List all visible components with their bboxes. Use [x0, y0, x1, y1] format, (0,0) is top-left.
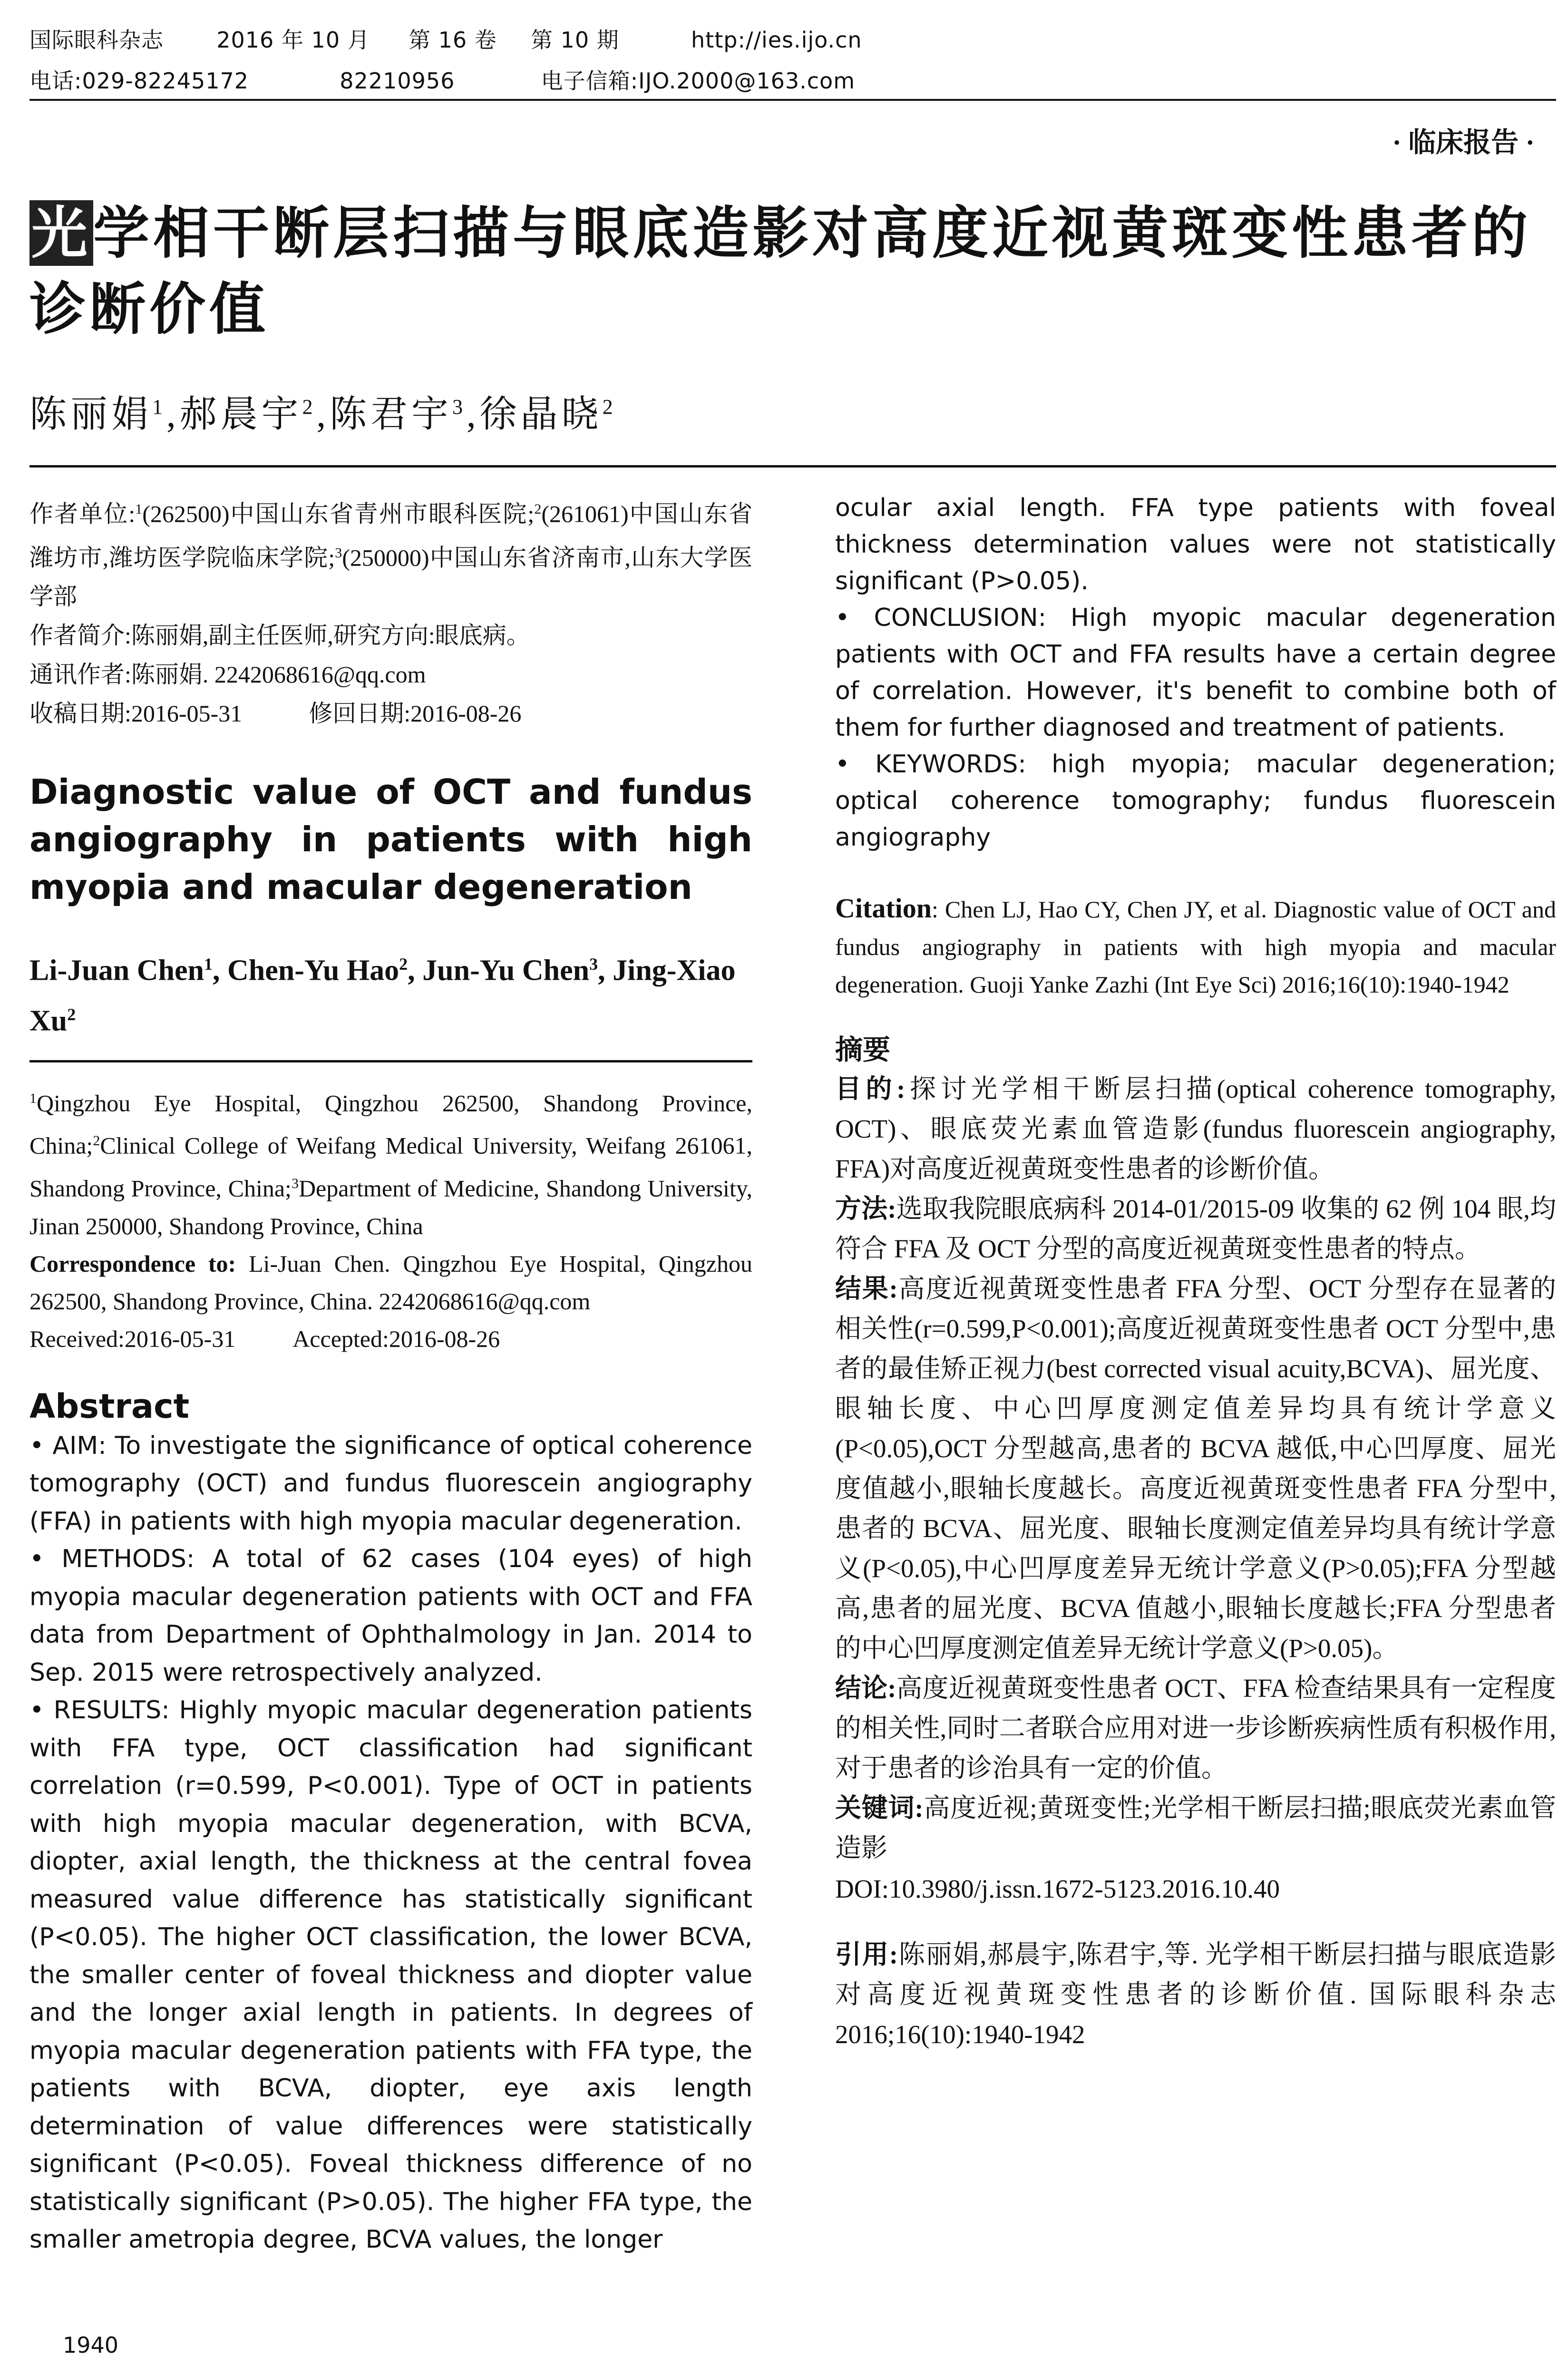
section-tag: · 临床报告 ·	[1392, 127, 1535, 158]
aim-cn: 探讨光学相干断层扫描(optical coherence tomography, OCT)、眼底荧光素血管造影(fundus fluorescein angiography, FFA)对高度近视黄斑变性患者的诊断价值。	[835, 1074, 1556, 1183]
author-intro: 作者简介:陈丽娟,副主任医师,研究方向:眼底病。	[29, 622, 530, 649]
keywords-cn: 高度近视;黄斑变性;光学相干断层扫描;眼底荧光素血管造影	[835, 1793, 1556, 1862]
abstract-methods: • METHODS: A total of 62 cases (104 eyes) of high myopia macular degeneration patients with OCT and FFA data from Department of Ophthalmology in Jan. 2014 to Sep. 2015 were retrospectively analyzed.	[29, 1545, 752, 1687]
abstract-conclusion: • CONCLUSION: High myopic macular degeneration patients with OCT and FFA results have a certain degree of correlation. However, it's benefit to combine both of them for further diagnosed and treatment of patients.	[835, 604, 1556, 742]
right-column	[835, 490, 1556, 2055]
author-en: Li-Juan Chen	[29, 954, 204, 987]
author-en: Jing-Xiao Xu	[29, 954, 736, 1037]
abstract-results-cont: ocular axial length. FFA type patients with foveal thickness determination values were not statistically significant (P>0.05).	[835, 494, 1556, 595]
abstract-results: • RESULTS: Highly myopic macular degeneration patients with FFA type, OCT classification had significant correlation (r=0.599, P<0.001). Type of OCT in patients with high myopia macular degeneration, with BCVA, diopter, axial length, the thickness at the central fovea measured value difference has statistically significant (P<0.05). The higher OCT classification, the lower BCVA, the smaller center of foveal thickness and diopter value and the longer axial length in patients. In degrees of myopia macular degeneration patients with FFA type, the patients with BCVA, diopter, eye axis length determination of value differences were statistically significant (P<0.05). Foveal thickness difference of no statistically significant (P>0.05). The higher FFA type, the smaller ametropia degree, BCVA values, the longer	[29, 1696, 752, 2254]
citation-cn	[835, 1935, 1556, 2055]
author-cn: 陈丽娟	[29, 393, 153, 435]
volume: 第 16 卷	[408, 27, 497, 53]
methods-label-cn: 方法:	[835, 1194, 896, 1223]
aim-label-cn: 目的:	[835, 1074, 906, 1103]
journal-url[interactable]: http://ies.ijo.cn	[691, 27, 862, 53]
affiliation-cn: 作者单位:$^1$(262500)中国山东省青州市眼科医院;$^2$(261061)中国山东省潍坊市,潍坊医学院临床学院;$^3$(250000)中国山东省济南市,山东大学医学部 作者简介:陈丽娟,副主任医师,研究方向:眼底病。 通讯作者:陈丽娟. 2242068616@qq.com 收稿日期:2016-05-31 修回日期:2016-08-26	[29, 500, 752, 727]
aff-en-3: Department of Medicine, Shandong University, Jinan 250000, Shandong Province, China	[29, 1175, 752, 1239]
phone: 电话:029-82245172	[29, 68, 249, 94]
affiliation-en: $^1$Qingzhou Eye Hospital, Qingzhou 262500, Shandong Province, China;$^2$Clinical College of Weifang Medical University, Weifang 261061, Shandong Province, China;$^3$Department of Medicine, Shandong University, Jinan 250000, Shandong Province, China Correspondence to: Li-Juan Chen. Qingzhou Eye Hospital, Qingzhou 262500, Shandong Province, China. 2242068616@qq.com Received:2016-05-31 Accepted:2016-08-26	[29, 1090, 752, 1352]
citation-text: : Chen LJ, Hao CY, Chen JY, et al. Diagnostic value of OCT and fundus angiography in patients with high myopia and macular degeneration. Guoji Yanke Zazhi (Int Eye Sci) 2016;16(10):1940-1942	[835, 896, 1556, 998]
authors-cn: 陈丽娟$^1$,郝晨宇$^2$,陈君宇$^3$,徐晶晓$^2$	[29, 393, 617, 435]
unit-c: (250000)中国山东省济南市,山东大学医学部	[29, 544, 752, 610]
journal-name: 国际眼科杂志	[29, 27, 164, 53]
results-cn: 高度近视黄斑变性患者 FFA 分型、OCT 分型存在显著的相关性(r=0.599,P<0.001);高度近视黄斑变性患者 OCT 分型中,患者的最佳矫正视力(best corrected visual acuity,BCVA)、屈光度、眼轴长度、中心凹厚度测定值差异均具有统计学意义(P<0.05),OCT 分型越高,患者的 BCVA 越低,中心凹厚度、屈光度值越小,眼轴长度越长。高度近视黄斑变性患者 FFA 分型中,患者的 BCVA、屈光度、眼轴长度测定值差异均具有统计学意义(P<0.05),中心凹厚度差异无统计学意义(P>0.05);FFA 分型越高,患者的屈光度、BCVA 值越小,眼轴长度越长;FFA 分型患者的中心凹厚度测定值差异无统计学意义(P>0.05)。	[835, 1274, 1556, 1663]
received-date-cn: 收稿日期:2016-05-31	[29, 700, 243, 727]
results-label-cn: 结果:	[835, 1274, 898, 1303]
citation-en	[835, 889, 1556, 1003]
header-rule	[29, 99, 1556, 101]
abstract-en-continued	[835, 490, 1556, 856]
unit-label: 作者单位:	[29, 500, 136, 527]
corresponding-author-cn: 通讯作者:陈丽娟. 2242068616@qq.com	[29, 661, 426, 688]
article-title-en: Diagnostic value of OCT and fundus angiography in patients with high myopia and macular degeneration	[29, 772, 752, 907]
received-date-en: Received:2016-05-31	[29, 1325, 236, 1352]
author-cn: 陈君宇	[330, 393, 453, 435]
citation-label: Citation	[835, 893, 932, 924]
abstract-en	[29, 1427, 752, 2259]
author-cn: 徐晶晓	[479, 393, 603, 435]
author-en: Chen-Yu Hao	[227, 954, 399, 987]
abstract-cn	[835, 1069, 1556, 1868]
abstract-keywords: • KEYWORDS: high myopia; macular degeneration; optical coherence tomography; fundus fluorescein angiography	[835, 750, 1556, 852]
author-en: Jun-Yu Chen	[422, 954, 590, 987]
accepted-date-en: Accepted:2016-08-26	[292, 1325, 500, 1352]
unit-a: (262500)中国山东省青州市眼科医院;	[142, 500, 535, 527]
running-header-line2	[29, 64, 855, 95]
authors-rule	[29, 1060, 752, 1062]
left-column	[29, 490, 752, 2259]
author-aff-mark: 2	[602, 395, 617, 419]
citation-cn-label: 引用:	[835, 1940, 898, 1969]
unit-b: (261061)中国山东省潍坊市,潍坊医学院临床学院;	[29, 500, 752, 571]
author-cn: 郝晨宇	[179, 393, 302, 435]
issue: 第 10 期	[531, 27, 619, 53]
author-aff-mark: 3	[452, 395, 467, 419]
abstract-heading: Abstract	[29, 1386, 190, 1426]
title-first-char: 光	[29, 200, 93, 266]
keywords-label-cn: 关键词:	[835, 1793, 924, 1822]
issue-date: 2016 年 10 月	[216, 27, 370, 53]
abstract-aim: • AIM: To investigate the significance of optical coherence tomography (OCT) and fundus fluorescein angiography (FFA) in patients with high myopia macular degeneration.	[29, 1431, 752, 1536]
running-header-line1	[29, 23, 862, 54]
revised-date-cn: 修回日期:2016-08-26	[309, 700, 522, 727]
abstract-cn-heading: 摘要	[835, 1034, 891, 1065]
page-number: 1940	[63, 2332, 119, 2358]
article-title-cn	[29, 195, 1547, 347]
methods-cn: 选取我院眼底病科 2014-01/2015-09 收集的 62 例 104 眼,均符合 FFA 及 OCT 分型的高度近视黄斑变性患者的特点。	[835, 1194, 1556, 1263]
conclusion-label-cn: 结论:	[835, 1674, 896, 1703]
title-rule	[29, 465, 1556, 468]
email[interactable]: 电子信箱:IJO.2000@163.com	[541, 68, 855, 94]
citation-cn-text: 陈丽娟,郝晨宇,陈君宇,等. 光学相干断层扫描与眼底造影对高度近视黄斑变性患者的诊断价值. 国际眼科杂志 2016;16(10):1940-1942	[835, 1940, 1556, 2049]
author-aff-mark: 1	[152, 395, 167, 419]
correspondence-label: Correspondence to:	[29, 1250, 236, 1277]
aff-en-1: Qingzhou Eye Hospital, Qingzhou 262500, Shandong Province, China;	[29, 1090, 752, 1159]
author-aff-mark: 2	[302, 395, 317, 419]
aff-en-2: Clinical College of Weifang Medical University, Weifang 261061, Shandong Province, China;	[29, 1132, 752, 1202]
doi[interactable]: DOI:10.3980/j.issn.1672-5123.2016.10.40	[835, 1874, 1280, 1903]
correspondence-text: Li-Juan Chen. Qingzhou Eye Hospital, Qingzhou 262500, Shandong Province, China. 2242068616@qq.com	[29, 1250, 752, 1315]
title-rest: 学相干断层扫描与眼底造影对高度近视黄斑变性患者的诊断价值	[29, 200, 1532, 342]
authors-en: Li-Juan Chen$^1$, Chen-Yu Hao$^2$, Jun-Yu Chen$^3$, Jing-Xiao Xu$^2$	[29, 954, 736, 1037]
conclusion-cn: 高度近视黄斑变性患者 OCT、FFA 检查结果具有一定程度的相关性,同时二者联合应用对进一步诊断疾病性质有积极作用,对于患者的诊治具有一定的价值。	[835, 1674, 1557, 1783]
phone-2: 82210956	[340, 68, 455, 94]
